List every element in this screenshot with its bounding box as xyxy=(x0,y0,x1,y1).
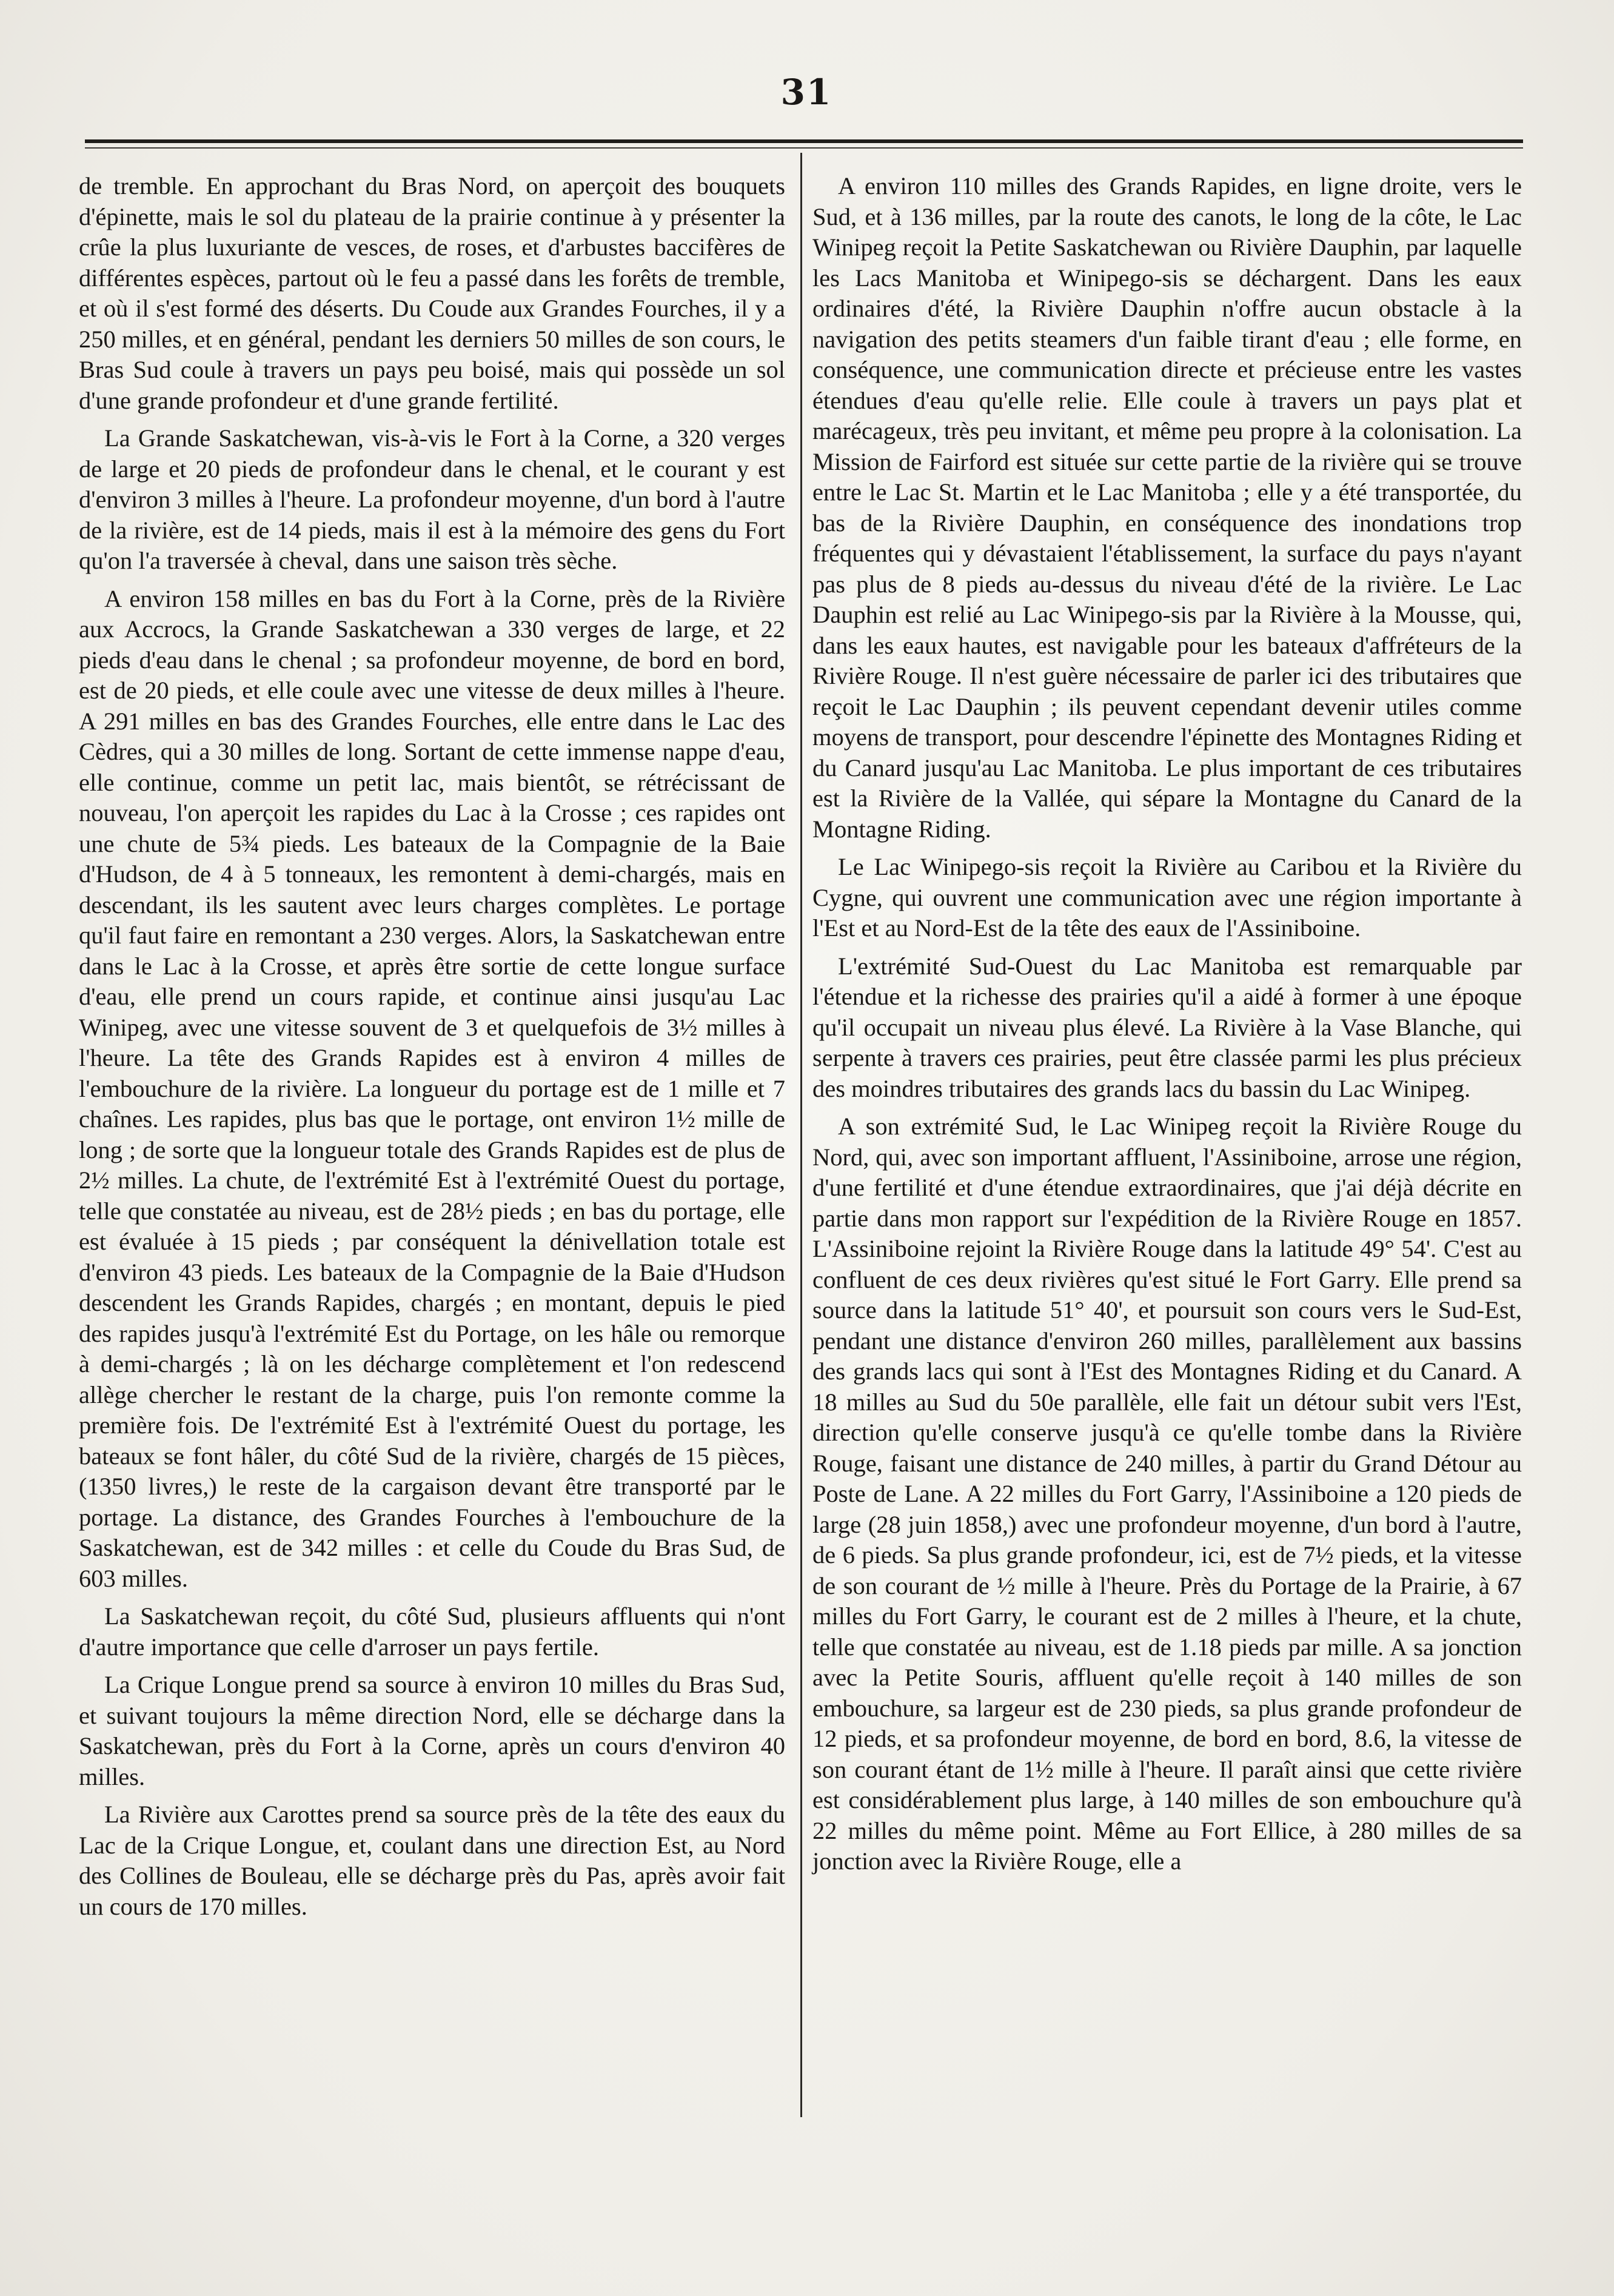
paragraph: A environ 110 milles des Grands Rapides, en ligne droite, vers le Sud, et à 136 milles, par la route des canots, le long de la côte, le Lac Winipeg reçoit la Petite Saskatchewan ou Rivière Dauphin, par laquelle les Lacs Manitoba et Winipego-sis se déchargent. Dans les eaux ordinaires d'été, la Rivière Dauphin n'offre aucun obstacle à la navigation des petits steamers d'un faible tirant d'eau ; elle forme, en conséquence, une communication directe et précieuse entre les vastes étendues d'eau qu'elle relie. Elle coule à travers un pays plat et marécageux, très peu invitant, et même peu propre à la colonisation. La Mission de Fairford est située sur cette partie de la rivière qui se trouve entre le Lac St. Martin et le Lac Manitoba ; elle y a été transportée, du bas de la Rivière Dauphin, en conséquence des inondations trop fréquentes qui y dévastaient l'établissement, la surface du pays n'ayant pas plus de 8 pieds au-dessus du niveau d'été de la rivière. Le Lac Dauphin est relié au Lac Winipego-sis par la Rivière à la Mousse, qui, dans les eaux hautes, est navigable pour les bateaux d'affréteurs de la Rivière Rouge. Il n'est guère nécessaire de parler ici des tributaires que reçoit le Lac Dauphin ; ils peuvent cependant devenir utiles comme moyens de transport, pour descendre l'épinette des Montagnes Riding et du Canard jusqu'au Lac Manitoba. Le plus important de ces tributaires est la Rivière de la Vallée, qui sépare la Montagne du Canard de la Montagne Riding. xyxy=(812,172,1522,843)
paragraph: La Grande Saskatchewan, vis-à-vis le Fort à la Corne, a 320 verges de large et 20 pieds de profondeur dans le chenal, et le courant y est d'environ 3 milles à l'heure. La profondeur moyenne, d'un bord à l'autre de la rivière, est de 14 pieds, mais il est à la mémoire des gens du Fort qu'on l'a traversée à cheval, dans une saison très sèche. xyxy=(79,424,785,574)
paragraph: Le Lac Winipego-sis reçoit la Rivière au Caribou et la Rivière du Cygne, qui ouvrent une communication avec une région importante à l'Est et au Nord-Est de la tête des eaux de l'Assiniboine. xyxy=(812,853,1522,942)
header-rule xyxy=(85,139,1523,143)
page-number: 31 xyxy=(780,72,832,113)
left-column xyxy=(79,171,785,1929)
column-divider xyxy=(800,153,802,2117)
paragraph: A son extrémité Sud, le Lac Winipeg reçoit la Rivière Rouge du Nord, qui, avec son important affluent, l'Assiniboine, arrose une région, d'une fertilité et d'une étendue extraordinaires, que j'ai déjà décrite en partie dans mon rapport sur l'expédition de la Rivière Rouge en 1857. L'Assiniboine rejoint la Rivière Rouge dans la latitude 49° 54'. C'est au confluent de ces deux rivières qu'est situé le Fort Garry. Elle prend sa source dans la latitude 51° 40', et poursuit son cours vers le Sud-Est, pendant une distance d'environ 260 milles, parallèlement aux bassins des grands lacs qui sont à l'Est des Montagnes Riding et du Canard. A 18 milles au Sud du 50e parallèle, elle fait un détour subit vers l'Est, direction qu'elle conserve jusqu'à ce qu'elle tombe dans la Rivière Rouge, faisant une distance de 240 milles, à partir du Grand Détour au Poste de Lane. A 22 milles du Fort Garry, l'Assiniboine a 120 pieds de large (28 juin 1858,) avec une profondeur moyenne, d'un bord à l'autre, de 6 pieds. Sa plus grande profondeur, ici, est de 7½ pieds, et la vitesse de son courant de ½ mille à l'heure. Près du Portage de la Prairie, à 67 milles du Fort Garry, le courant est de 2 milles à l'heure, et la chute, telle que constatée au niveau, est de 1.18 pieds par mille. A sa jonction avec la Petite Souris, affluent qu'elle reçoit à 140 milles de son embouchure, sa largeur est de 230 pieds, sa plus grande profondeur de 12 pieds, et sa profondeur moyenne, de bord en bord, 8.6, la vitesse de son courant étant de 1½ mille à l'heure. Il paraît ainsi que cette rivière est considérablement plus large, à 140 milles de son embouchure qu'à 22 milles du même point. Même au Fort Ellice, à 280 milles de sa jonction avec la Rivière Rouge, elle a xyxy=(812,1113,1522,1875)
paragraph: La Saskatchewan reçoit, du côté Sud, plusieurs affluents qui n'ont d'autre importance que celle d'arroser un pays fertile. xyxy=(79,1602,785,1661)
paragraph: L'extrémité Sud-Ouest du Lac Manitoba est remarquable par l'étendue et la richesse des prairies qu'il a aidé à former à une époque qu'il occupait un niveau plus élevé. La Rivière à la Vase Blanche, qui serpente à travers ces prairies, peut être classée parmi les plus précieux des moindres tributaires des grands lacs du bassin du Lac Winipeg. xyxy=(812,952,1522,1102)
right-column xyxy=(812,171,1522,1884)
paragraph: de tremble. En approchant du Bras Nord, on aperçoit des bouquets d'épinette, mais le sol du plateau de la prairie continue à y présenter la crûe la plus luxuriante de vesces, de roses, et d'arbustes baccifères de différentes espèces, partout où le feu a passé dans les forêts de tremble, et où il s'est formé des déserts. Du Coude aux Grandes Fourches, il y a 250 milles, et en général, pendant les derniers 50 milles de son cours, le Bras Sud coule à travers un pays peu boisé, mais qui possède un sol d'une grande profondeur et d'une grande fertilité. xyxy=(79,172,785,414)
paragraph: La Crique Longue prend sa source à environ 10 milles du Bras Sud, et suivant toujours la même direction Nord, elle se décharge dans la Saskatchewan, près du Fort à la Corne, après un cours d'environ 40 milles. xyxy=(79,1671,785,1790)
paragraph: A environ 158 milles en bas du Fort à la Corne, près de la Rivière aux Accrocs, la Grande Saskatchewan a 330 verges de large, et 22 pieds d'eau dans le chenal ; sa profondeur moyenne, de bord en bord, est de 20 pieds, et elle coule avec une vitesse de deux milles à l'heure. A 291 milles en bas des Grandes Fourches, elle entre dans le Lac des Cèdres, qui a 30 milles de long. Sortant de cette immense nappe d'eau, elle continue, comme un petit lac, mais bientôt, se rétrécissant de nouveau, l'on aperçoit les rapides du Lac à la Crosse ; ces rapides ont une chute de 5¾ pieds. Les bateaux de la Compagnie de la Baie d'Hudson, de 4 à 5 tonneaux, les remontent à demi-chargés, mais en descendant, ils les sautent avec leurs charges complètes. Le portage qu'il faut faire en remontant a 230 verges. Alors, la Saskatchewan entre dans le Lac à la Crosse, et après être sortie de cette longue surface d'eau, elle prend un cours rapide, et continue ainsi jusqu'au Lac Winipeg, avec une vitesse souvent de 3 et quelquefois de 3½ milles à l'heure. La tête des Grands Rapides est à environ 4 milles de l'embouchure de la rivière. La longueur du portage est de 1 mille et 7 chaînes. Les rapides, plus bas que le portage, ont environ 1½ mille de long ; de sorte que la longueur totale des Grands Rapides est de plus de 2½ milles. La chute, de l'extrémité Est à l'extrémité Ouest du portage, telle que constatée au niveau, est de 28½ pieds ; en bas du portage, elle est évaluée à 15 pieds ; par conséquent la dénivellation totale est d'environ 43 pieds. Les bateaux de la Compagnie de la Baie d'Hudson descendent les Grands Rapides, chargés ; en montant, depuis le pied des rapides jusqu'à l'extrémité Est du Portage, on les hâle ou remorque à demi-chargés ; là on les décharge complètement et l'on redescend allège chercher le restant de la charge, puis l'on remonte comme la première fois. De l'extrémité Est à l'extrémité Ouest du portage, les bateaux se font hâler, du côté Sud de la rivière, chargés de 15 pièces, (1350 livres,) le reste de la cargaison devant être transporté par le portage. La distance, des Grandes Fourches à l'embouchure de la Saskatchewan, est de 342 milles : et celle du Coude du Bras Sud, de 603 milles. xyxy=(79,584,785,1592)
paragraph: La Rivière aux Carottes prend sa source près de la tête des eaux du Lac de la Crique Longue, et, coulant dans une direction Est, au Nord des Collines de Bouleau, elle se décharge près du Pas, après avoir fait un cours de 170 milles. xyxy=(79,1801,785,1920)
header-rule-thin xyxy=(85,147,1523,149)
